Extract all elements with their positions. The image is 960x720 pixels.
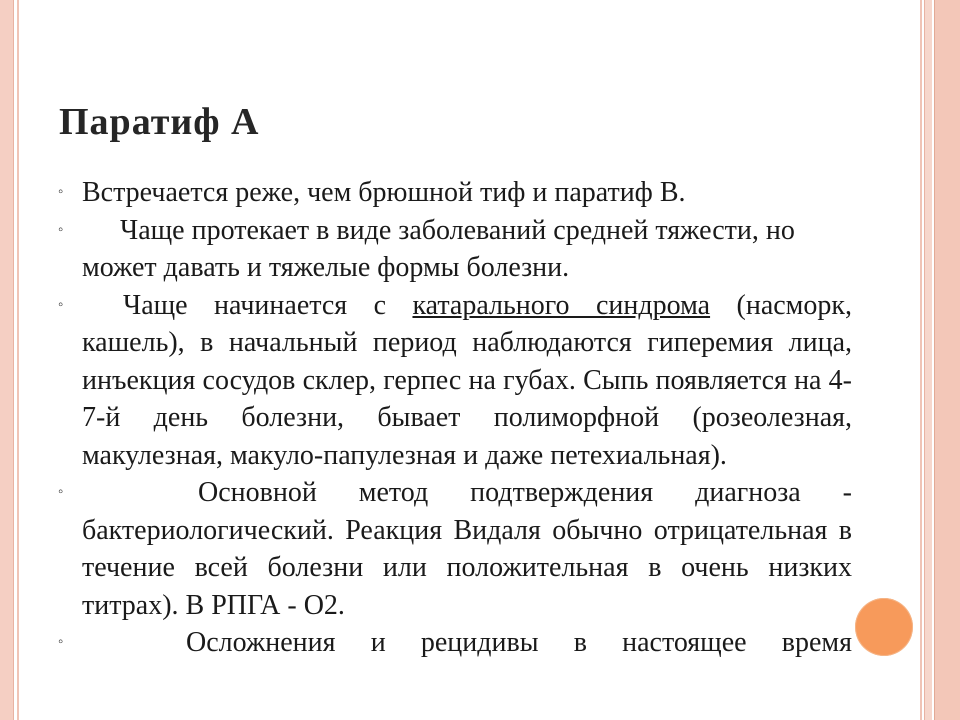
bullet-marker-icon: ◦	[58, 296, 64, 313]
list-item	[58, 624, 852, 662]
bullet-marker-icon: ◦	[58, 221, 64, 238]
decorative-circle	[855, 598, 913, 656]
bullet-text: Чаще протекает в виде заболеваний средней тяжести, но может давать и тяжелые формы болезни.	[82, 214, 795, 283]
bullet-text: Основной метод подтверждения диагноза - бактериологический. Реакция Видаля обычно отрицательная в течение всей болезни или положительная в очень низких титрах). В РПГА - О2.	[82, 477, 852, 621]
bullet-text-part: (насморк, кашель), в начальный период наблюдаются гиперемия лица, инъекция сосудов склер, герпес на губах. Сыпь появляется на 4-7-й день болезни, бывает полиморфной (розеолезная, макулезная, макуло-папулезная и даже петехиальная).	[82, 289, 852, 471]
bullet-text-part: Чаще начинается с	[123, 289, 413, 321]
bullet-marker-icon: ◦	[58, 484, 64, 500]
left-border-bar	[0, 0, 14, 720]
bullet-text: Встречается реже, чем брюшной тиф и паратиф В.	[82, 177, 686, 208]
bullet-text	[82, 287, 852, 475]
left-border-line	[17, 0, 19, 720]
list-item	[58, 174, 852, 212]
underlined-term-link[interactable]: катарального синдрома	[412, 289, 711, 321]
right-border-line	[920, 0, 922, 720]
slide-title: Паратиф А	[59, 101, 260, 143]
bullet-marker-icon: ◦	[58, 184, 64, 200]
bullet-marker-icon: ◦	[58, 634, 64, 650]
list-item	[58, 212, 852, 287]
list-item	[58, 474, 852, 624]
bullet-list	[58, 174, 852, 662]
right-border-outer-bar	[934, 0, 960, 720]
list-item	[58, 287, 852, 475]
right-border-inner-bar	[924, 0, 932, 720]
bullet-text: Осложнения и рецидивы в настоящее время	[186, 627, 852, 658]
